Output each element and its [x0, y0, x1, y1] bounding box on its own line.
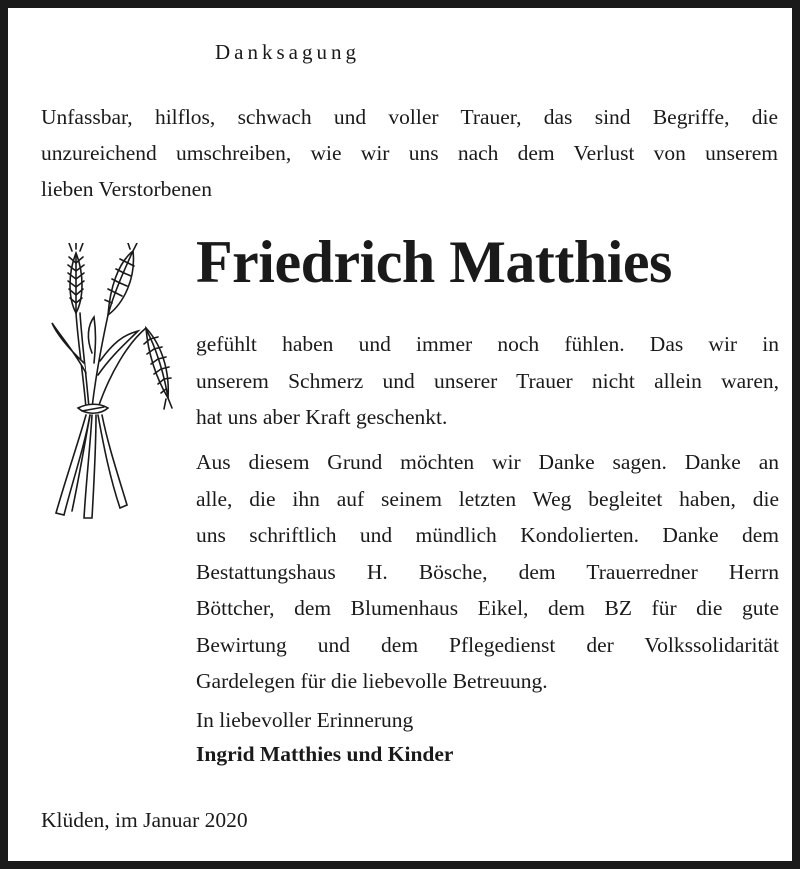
paragraph-1: [196, 326, 779, 436]
paragraph-line: Bestattungshaus H. Bösche, dem Trauerredner Herrn: [196, 559, 779, 584]
paragraph-line: uns schriftlich und mündlich Kondolierten. Danke dem: [196, 523, 779, 547]
paragraph-line: unserem Schmerz und unserer Trauer nicht allein waren,: [196, 368, 779, 393]
intro-paragraph: [41, 99, 778, 207]
paragraph-line: Bewirtung und dem Pflegedienst der Volkssolidarität: [196, 632, 779, 657]
paragraph-line: Böttcher, dem Blumenhaus Eikel, dem BZ für die gute: [196, 596, 779, 620]
paragraph-line: Gardelegen für die liebevolle Betreuung.: [196, 669, 548, 693]
intro-line: unzureichend umschreiben, wie wir uns nach dem Verlust von unserem: [41, 141, 778, 165]
intro-line: lieben Verstorbenen: [41, 177, 212, 201]
closing-phrase: In liebevoller Erinnerung: [196, 708, 414, 732]
paragraph-line: gefühlt haben und immer noch fühlen. Das wir in: [196, 332, 779, 356]
paragraph-2: [196, 444, 779, 700]
signature: Ingrid Matthies und Kinder: [196, 742, 454, 766]
paragraph-line: Aus diesem Grund möchten wir Danke sagen. Danke an: [196, 450, 779, 474]
wheat-bundle-icon: [38, 243, 183, 528]
place-date: Klüden, im Januar 2020: [41, 808, 248, 832]
paragraph-line: hat uns aber Kraft geschenkt.: [196, 405, 448, 429]
notice-heading: Danksagung: [215, 40, 360, 64]
intro-line: Unfassbar, hilflos, schwach und voller Trauer, das sind Begriffe, die: [41, 105, 778, 129]
deceased-name: Friedrich Matthies: [196, 229, 672, 295]
paragraph-line: alle, die ihn auf seinem letzten Weg begleitet haben, die: [196, 486, 779, 511]
